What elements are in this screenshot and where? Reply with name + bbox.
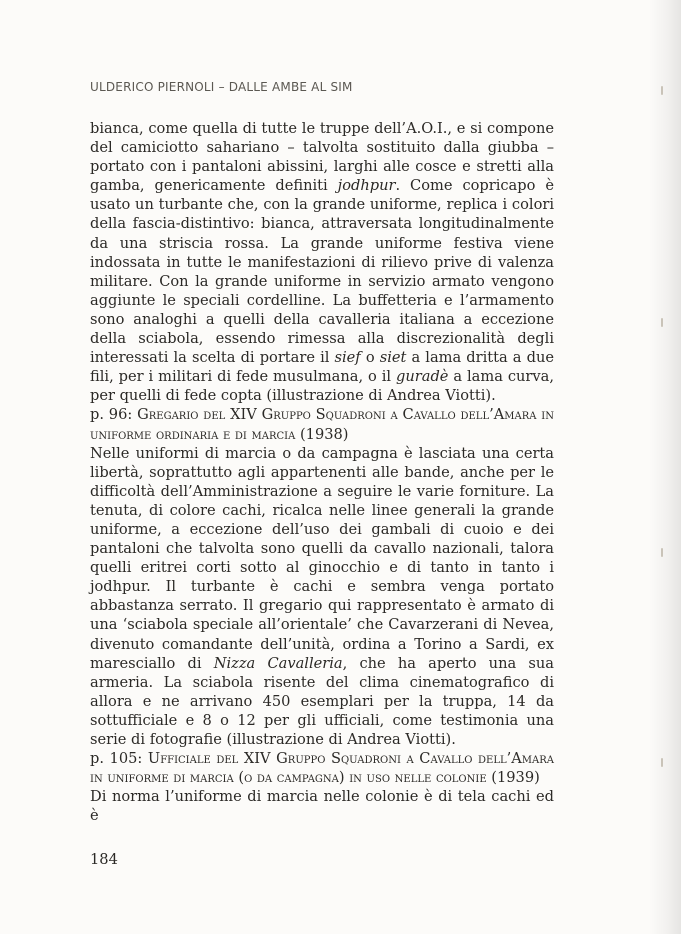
page-gutter-shadow <box>649 0 681 934</box>
caption-page-105 <box>90 749 554 787</box>
text-run: Nelle uniformi di marcia o da campagna è lasciata una certa libertà, soprattutto agli appartenenti alle bande, anche per le difficoltà dell’Amministrazione a seguire le varie forniture. La tenuta, di colore cachi, ricalca nelle linee generali la grande uniforme, a eccezione dell’uso dei gambali di cuoio e dei pantaloni che talvolta sono quelli da cavallo nazionali, talora quelli eritrei corti sotto al ginocchio e di tanto in tanto i jodhpur. Il turbante è cachi e sembra venga portato abbastanza serrato. Il gregario qui rappresentato è armato di una ‘sciabola speciale all’orientale’ che Cavarzerani di Nevea, divenuto comandante dell’unità, ordina a Torino a Sardi, ex maresciallo di <box>90 444 554 672</box>
margin-speck <box>661 86 663 95</box>
text-run: a lama curva, per quelli di fede copta (illustrazione di Andrea Viotti). <box>90 368 554 405</box>
paragraph-1 <box>90 119 554 405</box>
text-run: . Come copricapo è usato un turbante che, con la grande uniforme, replica i colori della fascia-distintivo: bianca, attraversata longitudinalmente da una striscia rossa. La grande uniforme festiva viene indossata in tutte le manifestazioni di rilievo prive di valenza militare. Con la grande uniforme in servizio armato vengono aggiunte le speciali cordelline. La buffetteria e l’armamento sono analoghi a quelli della cavalleria italiana a eccezione della sciabola, essendo rimessa alla discrezionalità degli interessati la scelta di portare il <box>90 177 554 367</box>
page-number: 184 <box>90 851 118 868</box>
body-text <box>90 119 554 825</box>
margin-speck <box>661 318 663 327</box>
caption-page-ref: p. 96: <box>90 406 138 424</box>
text-run: , che ha aperto una sua armeria. La sciabola risente del clima cinematografico di allora e ne arrivano 450 esemplari per la truppa, 14 da sottufficiale e 8 o 12 per gli ufficiali, come testimonia una serie di fotografie (illustrazione di Andrea Viotti). <box>90 654 554 748</box>
caption-page-96 <box>90 405 554 443</box>
italic-term: sief <box>334 349 361 367</box>
text-run: o <box>360 349 380 367</box>
paragraph-2 <box>90 444 554 750</box>
caption-page-ref: p. 105: <box>90 750 148 768</box>
running-head: ULDERICO PIERNOLI – DALLE AMBE AL SIM <box>90 80 353 94</box>
caption-title: Ufficiale del XIV Gruppo Squadroni a Cavallo dell’Amara in uniforme di marcia (o da campagna) in uso nelle colonie (1939) <box>90 750 554 787</box>
margin-speck <box>661 548 663 557</box>
caption-title: Gregario del XIV Gruppo Squadroni a Cavallo dell’Amara in uniforme ordinaria e di marcia (1938) <box>90 406 554 443</box>
italic-term: siet <box>379 349 407 367</box>
italic-term: jodhpur <box>337 177 396 195</box>
italic-term: Nizza Cavalleria <box>213 654 343 672</box>
italic-term: guradè <box>396 368 449 386</box>
paragraph-3 <box>90 787 554 825</box>
margin-speck <box>661 758 663 767</box>
text-run: a lama dritta a due fili, per i militari di fede musulmana, o il <box>90 349 554 386</box>
text-run: bianca, come quella di tutte le truppe dell’A.O.I., e si compone del camiciotto sahariano – talvolta sostituito dalla giubba – portato con i pantaloni abissini, larghi alle cosce e stretti alla gamba, genericamente definiti <box>90 120 554 195</box>
text-run: Di norma l’uniforme di marcia nelle colonie è di tela cachi ed è <box>90 788 554 825</box>
